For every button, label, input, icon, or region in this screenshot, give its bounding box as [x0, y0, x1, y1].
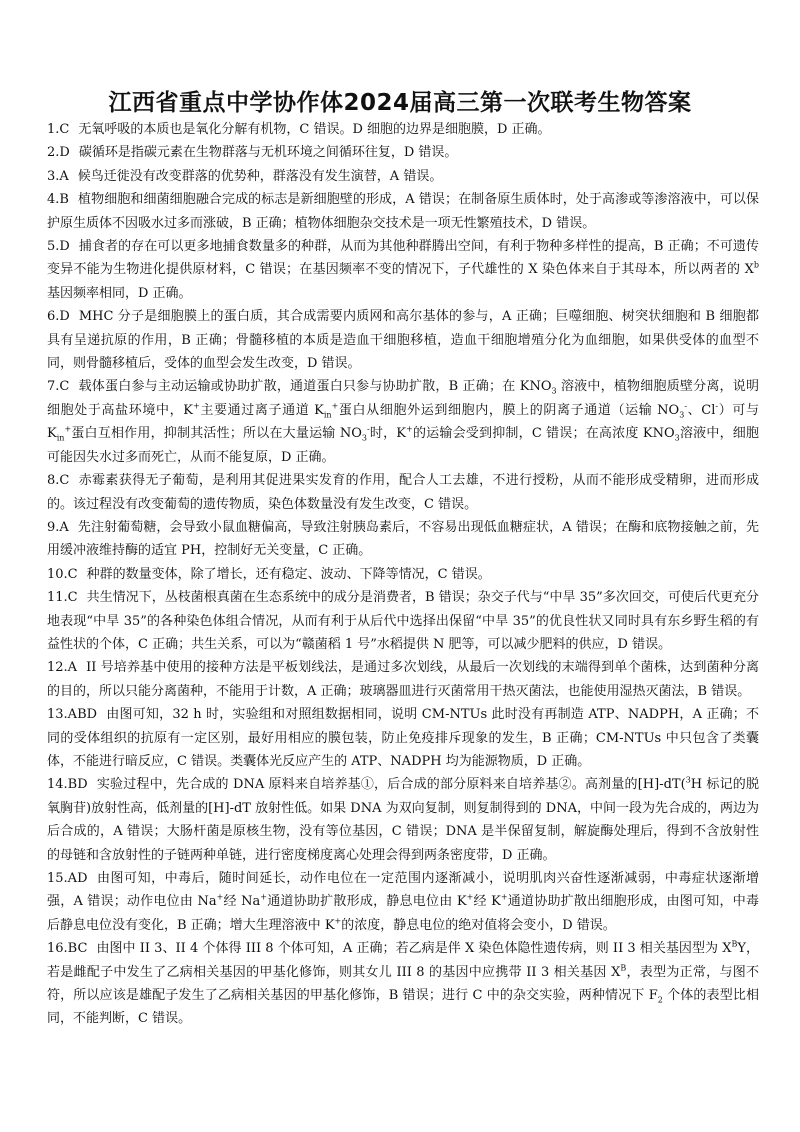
answer-text: 赤霉素获得无子葡萄，是利用其促进果实发育的作用，配合人工去雄，不进行授粉，从而不能形成受精卵，进而形成的。该过程没有改变葡萄的遗传物质，染色体数量没有发生改变，C 错误。 [47, 473, 759, 512]
answer-text: 由图中 II 3、II 4 个体得 III 8 个体可知，A 正确；若乙病是伴 X 染色体隐性遗传病，则 II 3 相关基因型为 $X^BY$，若是雌配子中发生了乙病相关基因的甲基化修饰，则其女儿 III 8 的基因中应携带 II 3 相关基因 $X^B$，表型为正常，与图不符，所以应该是雄配子发生了乙病相关基因的甲基化修饰，B 错误；进行 C 中的杂交实验，两种情况下 $F_2$ 个体的表型比相同，不能判断，C 错误。 [47, 939, 759, 1027]
answers-list [47, 118, 759, 1031]
answer-number: 9.A [47, 519, 69, 535]
answer-number: 14.BD [47, 777, 88, 793]
answer-number: 1.C [47, 122, 70, 137]
answer-item [47, 469, 759, 516]
answer-text: 共生情况下，丛枝菌根真菌在生态系统中的成分是消费者，B 错误；杂交子代与“中旱 35”多次回交，可使后代更充分地表现“中旱 35”的各种染色体组合情况，从而有利于从后代中选择出保留“中旱 35”的优良性状又同时具有东乡野生稻的有益性状的个体，C 正确；共生关系，可以为“赣菌稻 1 号”水稻提供 N 肥等，可以减少肥料的供应，D 错误。 [47, 590, 759, 652]
answer-text: II 号培养基中使用的接种方法是平板划线法，是通过多次划线，从最后一次划线的末端得到单个菌株，达到菌种分离的目的，所以只能分离菌种，不能用于计数，A 正确；玻璃器皿进行灭菌常用干热灭菌法，也能使用湿热灭菌法，B 错误。 [47, 660, 759, 699]
answer-item [47, 235, 759, 305]
answer-text: 捕食者的存在可以更多地捕食数量多的种群，从而为其他种群腾出空间，有利于物种多样性的提高，B 正确；不可遗传变异不能为生物进化提供原材料，C 错误；在基因频率不变的情况下，子代雄性的 X 染色体来自于其母本，所以两者的 $X^b$ 基因频率相同，D 正确。 [47, 239, 759, 301]
page-title: 江西省重点中学协作体2024届高三第一次联考生物答案 [108, 90, 692, 116]
answer-text: 先注射葡萄糖，会导致小鼠血糖偏高，导致注射胰岛素后，不容易出现低血糖症状，A 错误；在酶和底物接触之前，先用缓冲液维持酶的适宜 PH，控制好无关变量，C 正确。 [47, 519, 759, 559]
answer-number: 2.D [47, 145, 70, 161]
answer-number: 3.A [47, 168, 69, 184]
answer-text: 载体蛋白参与主动运输或协助扩散，通道蛋白只参与协助扩散，B 正确；在 $KNO_3$ 溶液中，植物细胞质壁分离，说明细胞处于高盐环境中，K+主要通过离子通道 $K_{in}^+$蛋白从细胞外运到细胞内，膜上的阴离子通道（运输 $NO_3^-$、Cl-）可与 $K_{in}^+$蛋白互相作用，抑制其活性；所以在大量运输 $NO_3^-$时，K+的运输会受到抑制，C 错误；在高浓度 $KNO_3$溶液中，细胞可能因失水过多而死亡，从而不能复原，D 正确。 [47, 379, 759, 465]
answer-item [47, 773, 759, 867]
answer-item [47, 656, 759, 703]
answer-item [47, 305, 759, 375]
answer-item [47, 516, 759, 563]
answer-text: 植物细胞和细菌细胞融合完成的标志是新细胞壁的形成，A 错误；在制备原生质体时，处于高渗或等渗溶液中，可以保护原生质体不因吸水过多而涨破，B 正确；植物体细胞杂交技术是一项无性繁殖技术，D 错误。 [47, 192, 759, 231]
answer-text: 碳循环是指碳元素在生物群落与无机环境之间循环往复，D 错误。 [78, 145, 458, 161]
answer-item [47, 703, 759, 773]
answer-text: 实验过程中，先合成的 DNA 原料来自培养基①，后合成的部分原料来自培养基②。高剂量的[H]-dT($^3$H 标记的脱氧胸苷)放射性高，低剂量的[H]-dT 放射性低。如果 DNA 为双向复制，则复制得到的 DNA，中间一段为先合成的，两边为后合成的，A 错误；大肠杆菌是原核生物，没有等位基因，C 错误；DNA 是半保留复制，解旋酶处理后，得到不含放射性的母链和含放射性的子链两种单链，进行密度梯度离心处理会得到两条密度带，D 正确。 [47, 776, 759, 863]
answer-number: 11.C [47, 590, 78, 606]
answer-text: 无氧呼吸的本质也是氧化分解有机物，C 错误。D 细胞的边界是细胞膜，D 正确。 [78, 122, 551, 137]
answer-text: 由图可知，32 h 时，实验组和对照组数据相同，说明 CM-NTUs 此时没有再制造 ATP、NADPH，A 正确；不同的受体组织的抗原有一定区别，最好用相应的膜包装，防止免疫排斥现象的发生，B 正确；CM-NTUs 中只包含了类囊体，不能进行暗反应，C 错误。类囊体光反应产生的 ATP、NADPH 均为能源物质，D 正确。 [47, 707, 759, 769]
answer-number: 8.C [47, 473, 70, 489]
answer-number: 10.C [47, 566, 78, 582]
answer-text: 种群的数量变体，除了增长，还有稳定、波动、下降等情况，C 错误。 [86, 566, 491, 582]
answer-number: 12.A [47, 660, 78, 676]
answer-item [47, 586, 759, 656]
answer-text: 由图可知，中毒后，随时间延长，动作电位在一定范围内逐渐减小，说明肌肉兴奋性逐渐减弱，中毒症状逐渐增强，A 错误；动作电位由 Na+经 Na+通道协助扩散形成，静息电位由 K+经 K+通道协助扩散出细胞形成，由图可知，中毒后静息电位没有变化，B 正确；增大生理溶液中 K+的浓度，静息电位的绝对值将会变小，D 错误。 [47, 871, 759, 933]
answer-item [47, 188, 759, 235]
answer-number: 5.D [47, 239, 70, 255]
answer-number: 4.B [47, 192, 69, 208]
answer-text: MHC 分子是细胞膜上的蛋白质，其合成需要内质网和高尔基体的参与，A 正确；巨噬细胞、树突状细胞和 B 细胞都具有呈递抗原的作用，B 正确；骨髓移植的本质是造血干细胞移植，造血干细胞增殖分化为血细胞，如果供受体的血型不同，则骨髓移植后，受体的血型会发生改变，D 错误。 [47, 309, 759, 372]
answer-number: 7.C [47, 379, 70, 395]
answer-number: 15.AD [47, 871, 88, 886]
answer-text: 候鸟迁徙没有改变群落的优势种，群落没有发生演替，A 错误。 [77, 168, 443, 184]
answer-number: 16.BC [47, 941, 88, 957]
answer-item [47, 563, 759, 586]
answer-item [47, 375, 759, 469]
answer-number: 13.ABD [47, 707, 98, 723]
answer-number: 6.D [47, 309, 70, 325]
answer-item [47, 165, 759, 188]
answer-item [47, 867, 759, 937]
answer-item [47, 118, 759, 141]
answer-item [47, 937, 759, 1031]
answer-item [47, 141, 759, 164]
